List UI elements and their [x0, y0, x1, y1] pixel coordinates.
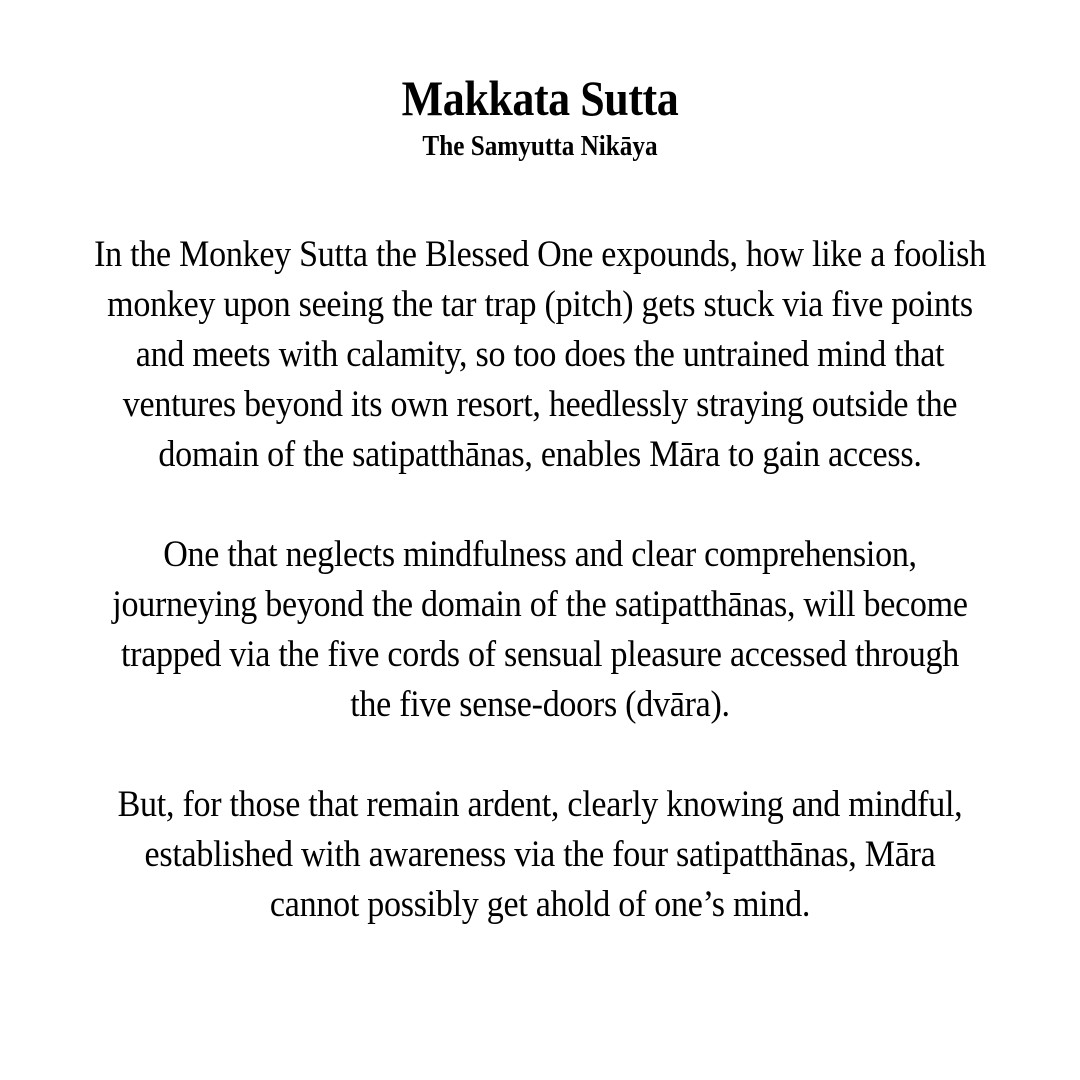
paragraph-line: cannot possibly get ahold of one’s mind.: [269, 884, 811, 925]
page-title: Makkata Sutta: [401, 70, 679, 126]
paragraph-remain-ardent: [10, 780, 1070, 930]
paragraph-line: the five sense-doors (dvāra).: [350, 684, 730, 725]
paragraph-line: ventures beyond its own resort, heedlessly straying outside the: [122, 384, 958, 425]
page-subtitle: The Samyutta Nikāya: [422, 131, 658, 162]
paragraph-neglect-mindfulness: [10, 530, 1070, 730]
paragraph-line: One that neglects mindfulness and clear comprehension,: [163, 534, 917, 575]
paragraph-line: But, for those that remain ardent, clearly knowing and mindful,: [117, 784, 963, 825]
paragraph-line: monkey upon seeing the tar trap (pitch) gets stuck via five points: [107, 284, 973, 325]
paragraph-line: In the Monkey Sutta the Blessed One expounds, how like a foolish: [94, 234, 986, 275]
paragraph-line: domain of the satipatthānas, enables Māra to gain access.: [158, 434, 922, 475]
paragraph-line: journeying beyond the domain of the satipatthānas, will become: [112, 584, 968, 625]
paragraph-line: and meets with calamity, so too does the untrained mind that: [135, 334, 945, 375]
paragraph-monkey-sutta: [10, 230, 1070, 480]
paragraph-line: trapped via the five cords of sensual pleasure accessed through: [120, 634, 960, 675]
paragraph-line: established with awareness via the four satipatthānas, Māra: [144, 834, 936, 875]
